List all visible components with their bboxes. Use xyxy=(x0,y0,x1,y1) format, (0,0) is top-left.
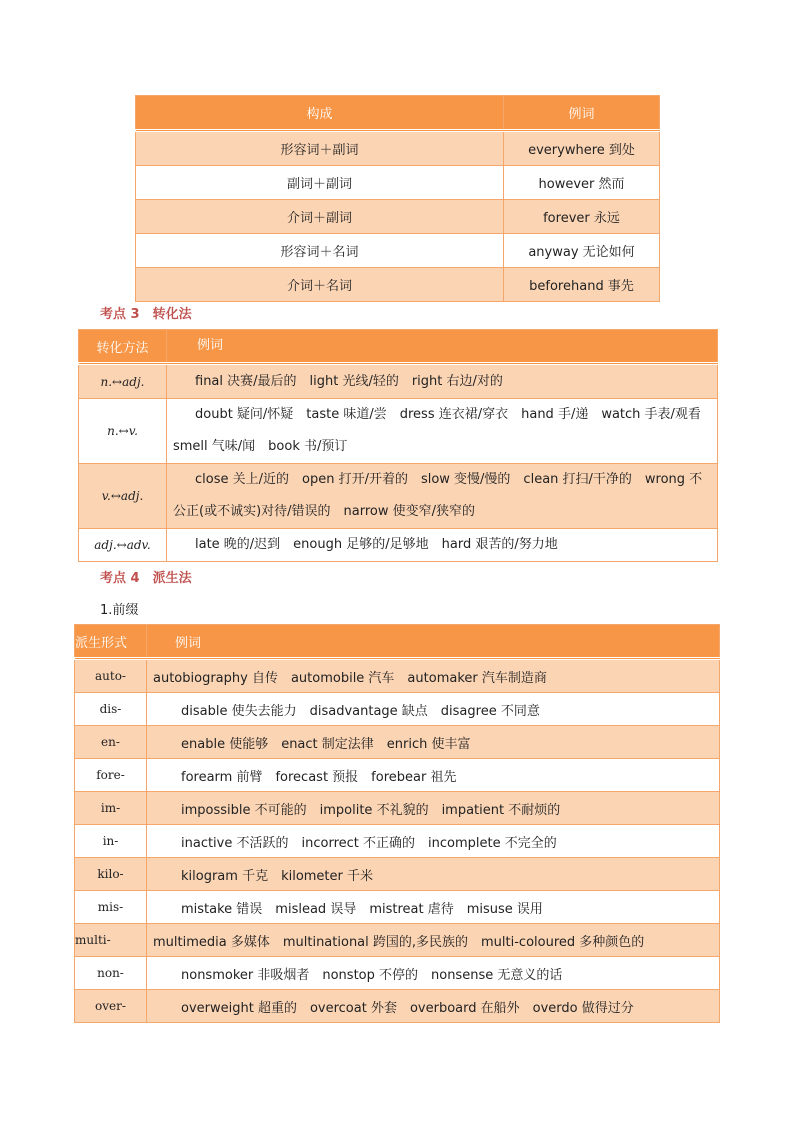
table-row xyxy=(79,529,718,562)
table-cell xyxy=(147,726,720,759)
table-cell: multi- xyxy=(75,924,147,957)
cell-text: mistake 错误 mislead 误导 mistreat 虐待 misuse 误用 xyxy=(181,901,543,917)
header-cell: 派生形式 xyxy=(75,625,147,659)
table-row xyxy=(75,891,720,924)
table-row xyxy=(75,659,720,693)
table-cell xyxy=(147,693,720,726)
table-cell xyxy=(167,464,718,529)
table-row xyxy=(75,792,720,825)
table-header-row xyxy=(75,625,720,659)
cell-text: doubt 疑问/怀疑 taste 味道/尝 dress 连衣裙/穿衣 hand 手/递 watch 手表/观看 smell 气味/闻 book 书/预订 xyxy=(173,407,714,454)
cell-text: impossible 不可能的 impolite 不礼貌的 impatient 不耐烦的 xyxy=(181,802,561,818)
table-row xyxy=(136,200,660,234)
table-row xyxy=(136,234,660,268)
cell-text: kilogram 千克 kilometer 千米 xyxy=(181,868,374,884)
table-cell xyxy=(147,990,720,1023)
table-cell xyxy=(167,529,718,562)
table-cell xyxy=(167,399,718,464)
table-row xyxy=(75,693,720,726)
table-cell: 介词＋名词 xyxy=(136,268,504,302)
table-row xyxy=(75,957,720,990)
table-cell: n.↔v. xyxy=(79,399,167,464)
table-header-row xyxy=(79,330,718,364)
table-cell xyxy=(147,792,720,825)
table-cell xyxy=(147,825,720,858)
conversion-table xyxy=(78,329,718,562)
table-cell: in- xyxy=(75,825,147,858)
section-heading-conversion: 考点 3 转化法 xyxy=(100,307,192,322)
table-row xyxy=(75,858,720,891)
table-cell: fore- xyxy=(75,759,147,792)
table-cell: mis- xyxy=(75,891,147,924)
header-cell: 例词 xyxy=(167,330,718,364)
table-row xyxy=(136,166,660,200)
header-cell: 例词 xyxy=(147,625,720,659)
table-row xyxy=(79,464,718,529)
subsection-heading-prefix: 1.前缀 xyxy=(100,603,139,618)
table-cell: however 然而 xyxy=(504,166,660,200)
table-row xyxy=(75,825,720,858)
table-cell xyxy=(147,759,720,792)
table-cell xyxy=(147,957,720,990)
table-cell: im- xyxy=(75,792,147,825)
table-cell: 副词＋副词 xyxy=(136,166,504,200)
table-cell: 形容词＋副词 xyxy=(136,131,504,166)
cell-text: enable 使能够 enact 制定法律 enrich 使丰富 xyxy=(181,736,471,752)
cell-text: inactive 不活跃的 incorrect 不正确的 incomplete 不完全的 xyxy=(181,835,557,851)
table-cell: everywhere 到处 xyxy=(504,131,660,166)
table-cell: adj.↔adv. xyxy=(79,529,167,562)
table-row xyxy=(75,726,720,759)
cell-text: final 决赛/最后的 light 光线/轻的 right 右边/对的 xyxy=(195,373,503,389)
section-heading-derivation: 考点 4 派生法 xyxy=(100,571,192,586)
cell-text: close 关上/近的 open 打开/开着的 slow 变慢/慢的 clean 打扫/干净的 wrong 不公正(或不诚实)对待/错误的 narrow 使变窄/狭窄的 xyxy=(173,472,703,519)
table-cell: non- xyxy=(75,957,147,990)
table-cell xyxy=(167,364,718,399)
table-cell: kilo- xyxy=(75,858,147,891)
table-row xyxy=(136,268,660,302)
cell-text: forearm 前臂 forecast 预报 forebear 祖先 xyxy=(181,769,457,785)
compound-words-table xyxy=(135,95,660,302)
header-cell: 构成 xyxy=(136,96,504,131)
table-row xyxy=(79,399,718,464)
table-cell xyxy=(147,891,720,924)
table-cell: over- xyxy=(75,990,147,1023)
table-cell: 介词＋副词 xyxy=(136,200,504,234)
table-cell: n.↔adj. xyxy=(79,364,167,399)
header-cell: 转化方法 xyxy=(79,330,167,364)
table-cell xyxy=(147,858,720,891)
cell-text: disable 使失去能力 disadvantage 缺点 disagree 不同意 xyxy=(181,703,540,719)
header-cell: 例词 xyxy=(504,96,660,131)
table-cell: anyway 无论如何 xyxy=(504,234,660,268)
cell-text: overweight 超重的 overcoat 外套 overboard 在船外 overdo 做得过分 xyxy=(181,1000,634,1016)
table-cell: forever 永远 xyxy=(504,200,660,234)
table-cell: autobiography 自传 automobile 汽车 automaker 汽车制造商 xyxy=(147,659,720,693)
cell-text: late 晚的/迟到 enough 足够的/足够地 hard 艰苦的/努力地 xyxy=(195,537,558,552)
cell-text: nonsmoker 非吸烟者 nonstop 不停的 nonsense 无意义的话 xyxy=(181,967,563,983)
table-row xyxy=(75,759,720,792)
prefix-table xyxy=(74,624,720,1023)
table-cell: multimedia 多媒体 multinational 跨国的,多民族的 multi-coloured 多种颜色的 xyxy=(147,924,720,957)
table-cell: v.↔adj. xyxy=(79,464,167,529)
table-cell: auto- xyxy=(75,659,147,693)
table-row xyxy=(136,131,660,166)
table-row xyxy=(75,924,720,957)
table-cell: dis- xyxy=(75,693,147,726)
table-header-row xyxy=(136,96,660,131)
table-cell: beforehand 事先 xyxy=(504,268,660,302)
table-cell: 形容词＋名词 xyxy=(136,234,504,268)
table-row xyxy=(79,364,718,399)
table-cell: en- xyxy=(75,726,147,759)
table-row xyxy=(75,990,720,1023)
